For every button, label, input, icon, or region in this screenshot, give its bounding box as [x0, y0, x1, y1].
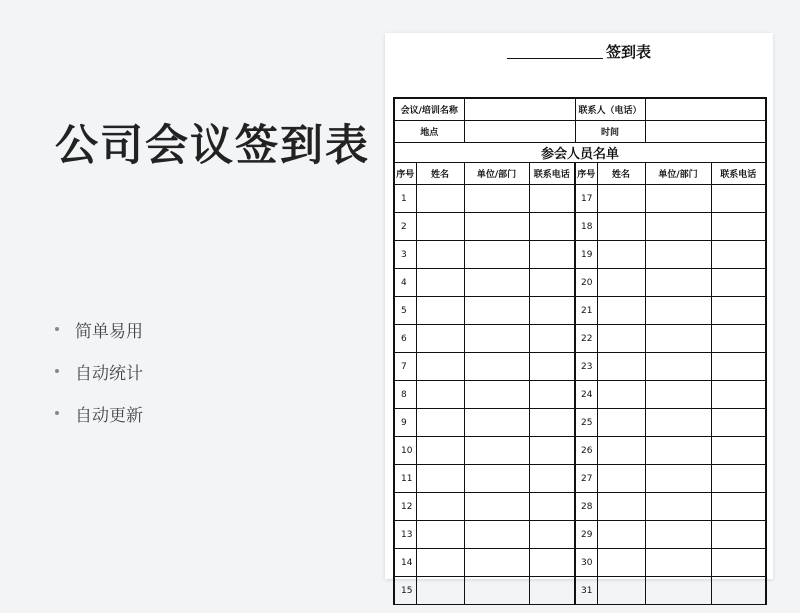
name-cell — [416, 409, 464, 437]
department-cell — [645, 521, 711, 549]
name-cell — [597, 437, 645, 465]
feature-item — [55, 308, 143, 350]
row-number: 11 — [394, 465, 416, 493]
table-row — [394, 241, 766, 269]
phone-cell — [711, 381, 766, 409]
name-cell — [597, 213, 645, 241]
name-cell — [416, 213, 464, 241]
row-number: 25 — [575, 409, 597, 437]
section-title: 参会人员名单 — [394, 143, 766, 163]
phone-cell — [711, 409, 766, 437]
row-number: 19 — [575, 241, 597, 269]
title-blank-line — [507, 58, 603, 59]
name-cell — [416, 241, 464, 269]
contact-field — [645, 98, 766, 121]
department-cell — [464, 381, 529, 409]
department-cell — [645, 325, 711, 353]
department-cell — [645, 465, 711, 493]
row-number: 6 — [394, 325, 416, 353]
table-row — [394, 577, 766, 605]
name-cell — [597, 521, 645, 549]
department-cell — [464, 241, 529, 269]
table-row — [394, 549, 766, 577]
department-cell — [464, 409, 529, 437]
name-cell — [416, 269, 464, 297]
column-header: 序号 — [575, 163, 597, 185]
name-cell — [597, 269, 645, 297]
department-cell — [645, 353, 711, 381]
sheet-title-text: 签到表 — [605, 43, 651, 61]
phone-cell — [529, 325, 575, 353]
phone-cell — [529, 409, 575, 437]
row-number: 1 — [394, 185, 416, 213]
row-number: 18 — [575, 213, 597, 241]
name-cell — [597, 325, 645, 353]
row-number: 31 — [575, 577, 597, 605]
department-cell — [464, 353, 529, 381]
department-cell — [645, 493, 711, 521]
row-number: 24 — [575, 381, 597, 409]
department-cell — [645, 381, 711, 409]
phone-cell — [711, 353, 766, 381]
row-number: 15 — [394, 577, 416, 605]
time-field — [645, 121, 766, 143]
name-cell — [597, 409, 645, 437]
table-row — [394, 381, 766, 409]
row-number: 22 — [575, 325, 597, 353]
feature-list — [55, 308, 143, 434]
name-cell — [597, 465, 645, 493]
name-cell — [416, 493, 464, 521]
name-cell — [416, 325, 464, 353]
name-cell — [597, 353, 645, 381]
place-field — [464, 121, 575, 143]
row-number: 3 — [394, 241, 416, 269]
column-header: 联系电话 — [711, 163, 766, 185]
table-row — [394, 185, 766, 213]
department-cell — [464, 213, 529, 241]
name-cell — [416, 465, 464, 493]
name-cell — [416, 297, 464, 325]
department-cell — [464, 549, 529, 577]
table-row — [394, 325, 766, 353]
phone-cell — [529, 549, 575, 577]
name-cell — [597, 185, 645, 213]
table-row — [394, 269, 766, 297]
row-number: 20 — [575, 269, 597, 297]
column-header: 单位/部门 — [645, 163, 711, 185]
table-row — [394, 493, 766, 521]
department-cell — [645, 577, 711, 605]
table-row — [394, 213, 766, 241]
row-number: 7 — [394, 353, 416, 381]
department-cell — [645, 213, 711, 241]
phone-cell — [711, 577, 766, 605]
feature-item — [55, 392, 143, 434]
department-cell — [464, 325, 529, 353]
feature-label: 自动统计 — [75, 363, 143, 384]
table-row — [394, 353, 766, 381]
table-row — [394, 409, 766, 437]
table-row — [394, 297, 766, 325]
row-number: 29 — [575, 521, 597, 549]
row-number: 2 — [394, 213, 416, 241]
phone-cell — [529, 269, 575, 297]
row-number: 5 — [394, 297, 416, 325]
name-cell — [416, 381, 464, 409]
phone-cell — [529, 521, 575, 549]
phone-cell — [711, 521, 766, 549]
row-number: 10 — [394, 437, 416, 465]
row-number: 30 — [575, 549, 597, 577]
sign-in-sheet-preview — [385, 33, 773, 596]
name-cell — [416, 185, 464, 213]
department-cell — [645, 437, 711, 465]
row-number: 14 — [394, 549, 416, 577]
department-cell — [464, 269, 529, 297]
feature-label: 简单易用 — [75, 321, 143, 342]
department-cell — [464, 185, 529, 213]
column-header: 姓名 — [597, 163, 645, 185]
name-cell — [416, 521, 464, 549]
phone-cell — [711, 549, 766, 577]
row-number: 8 — [394, 381, 416, 409]
row-number: 4 — [394, 269, 416, 297]
row-number: 12 — [394, 493, 416, 521]
name-cell — [597, 241, 645, 269]
phone-cell — [529, 437, 575, 465]
contact-label: 联系人（电话） — [575, 98, 645, 121]
phone-cell — [529, 465, 575, 493]
department-cell — [464, 577, 529, 605]
time-label: 时间 — [575, 121, 645, 143]
department-cell — [645, 549, 711, 577]
department-cell — [464, 521, 529, 549]
phone-cell — [529, 241, 575, 269]
name-cell — [416, 577, 464, 605]
phone-cell — [711, 493, 766, 521]
row-number: 23 — [575, 353, 597, 381]
meeting-name-label: 会议/培训名称 — [394, 98, 464, 121]
phone-cell — [711, 241, 766, 269]
feature-item — [55, 350, 143, 392]
department-cell — [645, 409, 711, 437]
row-number: 13 — [394, 521, 416, 549]
phone-cell — [529, 493, 575, 521]
table-row — [394, 521, 766, 549]
phone-cell — [711, 297, 766, 325]
attendee-rows — [394, 185, 766, 605]
page-title: 公司会议签到表 — [55, 121, 370, 171]
bullet-icon — [55, 369, 59, 373]
department-cell — [645, 269, 711, 297]
name-cell — [597, 549, 645, 577]
phone-cell — [711, 437, 766, 465]
bullet-icon — [55, 327, 59, 331]
department-cell — [645, 185, 711, 213]
phone-cell — [711, 269, 766, 297]
place-label: 地点 — [394, 121, 464, 143]
feature-label: 自动更新 — [75, 405, 143, 426]
sign-in-table — [393, 97, 767, 605]
department-cell — [464, 493, 529, 521]
bullet-icon — [55, 411, 59, 415]
row-number: 9 — [394, 409, 416, 437]
column-header: 姓名 — [416, 163, 464, 185]
phone-cell — [711, 465, 766, 493]
column-header: 单位/部门 — [464, 163, 529, 185]
sheet-title — [385, 41, 773, 62]
row-number: 26 — [575, 437, 597, 465]
department-cell — [464, 297, 529, 325]
table-row — [394, 437, 766, 465]
phone-cell — [529, 185, 575, 213]
phone-cell — [711, 325, 766, 353]
department-cell — [464, 437, 529, 465]
phone-cell — [529, 213, 575, 241]
row-number: 28 — [575, 493, 597, 521]
phone-cell — [529, 297, 575, 325]
meeting-name-field — [464, 98, 575, 121]
department-cell — [645, 241, 711, 269]
phone-cell — [529, 381, 575, 409]
phone-cell — [529, 353, 575, 381]
name-cell — [416, 437, 464, 465]
phone-cell — [529, 577, 575, 605]
name-cell — [597, 493, 645, 521]
phone-cell — [711, 185, 766, 213]
name-cell — [597, 381, 645, 409]
department-cell — [464, 465, 529, 493]
row-number: 27 — [575, 465, 597, 493]
row-number: 21 — [575, 297, 597, 325]
phone-cell — [711, 213, 766, 241]
row-number: 17 — [575, 185, 597, 213]
name-cell — [597, 577, 645, 605]
name-cell — [416, 353, 464, 381]
column-header: 联系电话 — [529, 163, 575, 185]
table-row — [394, 465, 766, 493]
column-header: 序号 — [394, 163, 416, 185]
name-cell — [416, 549, 464, 577]
name-cell — [597, 297, 645, 325]
department-cell — [645, 297, 711, 325]
